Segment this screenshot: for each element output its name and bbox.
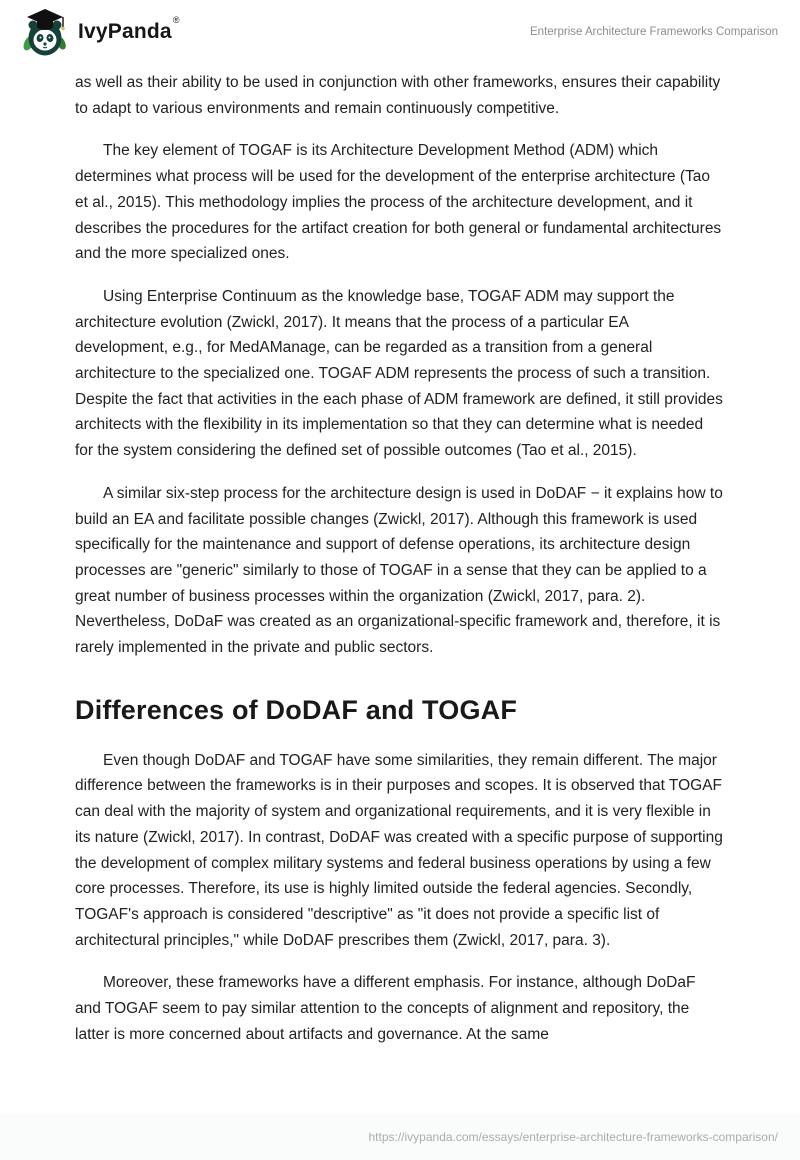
- paragraph: Using Enterprise Continuum as the knowledge base, TOGAF ADM may support the architecture evolution (Zwickl, 2017). It means that the process of a particular EA development, e.g., for MedAManage, can be regarded as a transition from a general architecture to the specialized one. TOGAF ADM represents the process of such a transition. Despite the fact that activities in the each phase of ADM framework are defined, it still provides architects with the flexibility in its implementation so that they can determine what is needed for the system considering the defined set of possible outcomes (Tao et al., 2015).: [75, 287, 723, 460]
- paragraph: as well as their ability to be used in conjunction with other frameworks, ensures their capability to adapt to various environments and remain continuously competitive.: [75, 74, 721, 117]
- source-url-link[interactable]: https://ivypanda.com/essays/enterprise-architecture-frameworks-comparison/: [368, 1130, 778, 1144]
- section-heading: Differences of DoDAF and TOGAF: [75, 694, 518, 725]
- ivypanda-logo-icon: [22, 7, 68, 57]
- paragraph: A similar six-step process for the architecture design is used in DoDAF − it explains how to build an EA and facilitate possible changes (Zwickl, 2017). Although this framework is used specifically for the maintenance and support of defense operations, its architecture design processes are "generic" similarly to those of TOGAF in a sense that they can be applied to a great number of business processes within the organization (Zwickl, 2017, para. 2). Nevertheless, DoDaF was created as an organizational-specific framework and, therefore, it is rarely implemented in the private and public sectors.: [75, 484, 723, 657]
- paragraph: Moreover, these frameworks have a different emphasis. For instance, although DoDaF and TOGAF seem to pay similar attention to the concepts of alignment and repository, the latter is more concerned about artifacts and governance. At the same: [75, 974, 696, 1043]
- brand-name: IvyPanda®: [78, 15, 180, 43]
- ivypanda-brand[interactable]: [22, 7, 179, 57]
- document-body: [75, 70, 725, 1065]
- paragraph: The key element of TOGAF is its Architecture Development Method (ADM) which determines what process will be used for the development of the enterprise architecture (Tao et al., 2015). This methodology implies the process of the architecture development, and it describes the procedures for the artifact creation for both general or fundamental architectures and the more specialized ones.: [75, 142, 722, 263]
- page-footer: [0, 1114, 800, 1160]
- document-title: Enterprise Architecture Frameworks Comparison: [530, 26, 778, 38]
- paragraph: Even though DoDAF and TOGAF have some similarities, they remain different. The major difference between the frameworks is in their purposes and scopes. It is observed that TOGAF can deal with the majority of system and organizational requirements, and it is very flexible in its nature (Zwickl, 2017). In contrast, DoDAF was created with a specific purpose of supporting the development of complex military systems and federal business operations by using a few core processes. Therefore, its use is highly limited outside the federal agencies. Secondly, TOGAF's approach is considered "descriptive" as "it does not provide a specific list of architectural principles," while DoDAF prescribes them (Zwickl, 2017, para. 3).: [75, 751, 723, 949]
- page-header: [0, 0, 800, 64]
- registered-mark: ®: [172, 15, 180, 25]
